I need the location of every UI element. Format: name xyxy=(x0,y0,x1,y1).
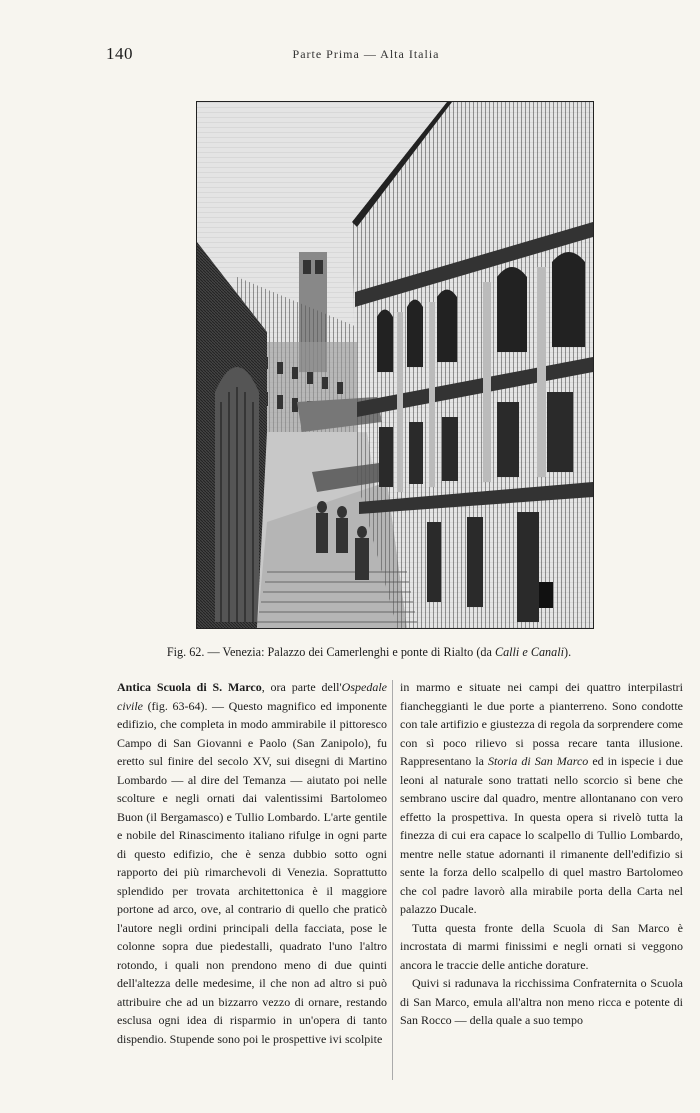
text-run: ed in ispecie i due leoni al naturale sono trattati nello scorcio sì bene che sembrano uscire dal quadro, mentre allontanano con vero effetto la prospettiva. In questa opera si rivelò tutta la finezza di cui era capace lo scalpello di Tullio Lombardo, mentre nelle statue adornanti il rimanente dell'edifizio si sente la forza dello scalpello di quel mastro Bartolomeo che col padre lavorò alla mirabile porta della Carta nel palazzo Ducale. xyxy=(400,754,684,916)
caption-source: Calli e Canali xyxy=(494,645,565,659)
column-rule xyxy=(392,680,393,1080)
text-run: (fig. 63-64). — Questo magnifico ed imponente edifizio, che completa in modo ammirabile il pittoresco Campo di San Giovanni e Paolo (San Zanipolo), fu eretto sul finire del secolo XV, sui disegni di Martino Lombardo — al dire del Temanza — aiutato poi nelle scolture e negli ornati dai valentissimi Bartolomeo Buon (il Bergamasco) e Tullio Lombardo. L'arte gentile e nobile del Rinascimento italiano rifulge in ogni parte di questo edifizio, che è senza dubbio sotto ogni rapporto dei più rimarchevoli di Venezia. Soprattutto splendido per trovata architettonica è il maggiore portone ad arco, ove, al contrario di quello che praticò l'autore negli ordini principali della facciata, pose le colonne sopra due piedestalli, quadrato l'uno l'altro rotondo, i quali non prendono meno di due quinti dell'altezza delle medesime, il che non ad altro si può attribuire che ad un bizzarro vezzo di ornare, restando esclusa ogni idea di risparmio in un'opera di tanto dispendio. Stupende sono poi le prospettive ivi scolpite xyxy=(117,698,387,1046)
text-column-left xyxy=(117,678,387,1048)
page-number: 140 xyxy=(106,44,133,63)
text-run: , ora parte dell' xyxy=(261,680,342,694)
text-run-italic: Ospedale civile xyxy=(117,680,387,713)
paragraph: Tutta questa fronte della Scuola di San Marco è incrostata di marmi finissimi e negli ornati si veggono ancora le traccie delle antiche dorature. xyxy=(400,920,683,972)
paragraph xyxy=(400,678,683,919)
section-heading: Antica Scuola di S. Marco xyxy=(117,680,262,694)
paragraph xyxy=(117,678,387,1048)
running-head: Parte Prima — Alta Italia xyxy=(292,47,440,61)
text-column-right xyxy=(400,678,683,1030)
page-header xyxy=(100,44,632,68)
figure-illustration xyxy=(196,101,594,629)
figure-caption xyxy=(100,645,638,660)
paragraph: Quivi si radunava la ricchissima Confraternita o Scuola di San Marco, emula all'altra non meno ricca e potente di San Rocco — della quale a suo tempo xyxy=(400,976,683,1027)
text-run: in marmo e situate nei campi dei quattro interpilastri fiancheggianti le due porte a pianterreno. Sono condotte con tale artifizio e giustezza di regola da sorprendere come con sì poco rilievo si possa recare tanta illusione. Rappresentano la xyxy=(400,680,683,768)
engraving-illustration xyxy=(197,102,593,628)
caption-suffix: ). xyxy=(564,645,572,659)
caption-prefix: Fig. 62. — Venezia: Palazzo dei Camerlenghi e ponte di Rialto (da xyxy=(166,645,495,659)
text-run-italic: Storia di San Marco xyxy=(488,754,589,768)
